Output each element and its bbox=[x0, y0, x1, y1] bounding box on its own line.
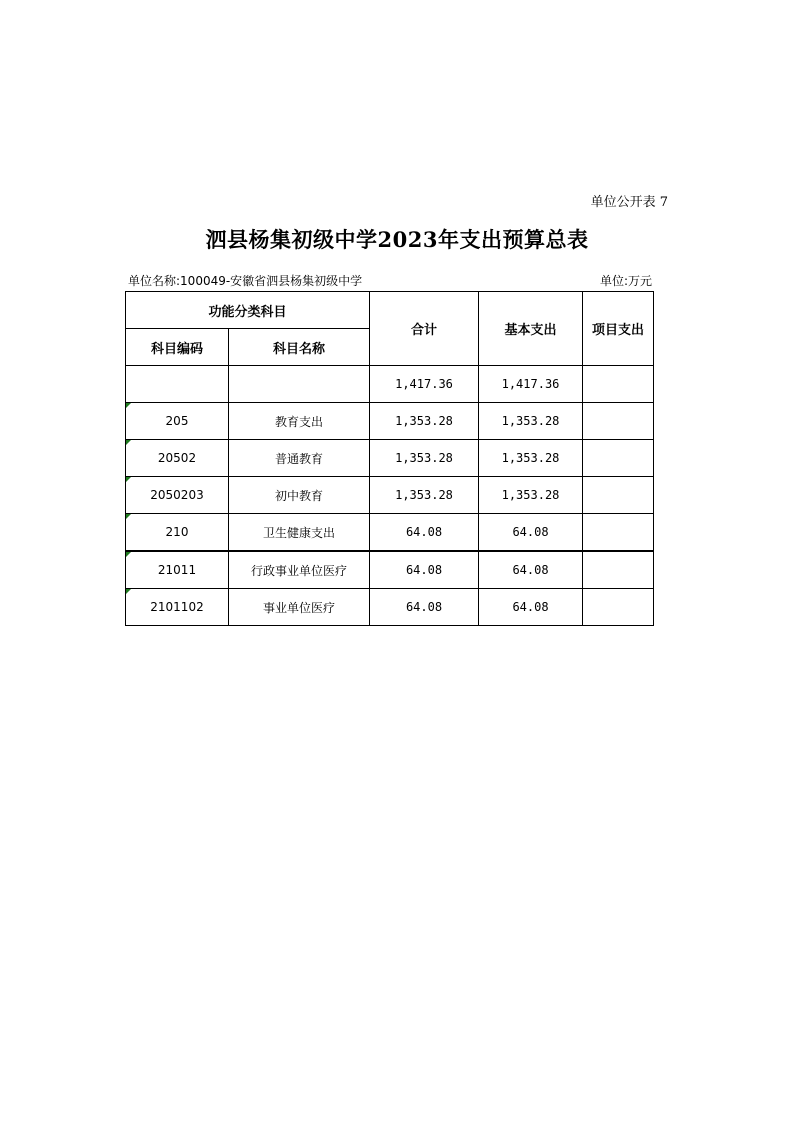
table-row bbox=[126, 514, 654, 552]
cell-basic: 64.08 bbox=[479, 589, 583, 626]
cell-name: 事业单位医疗 bbox=[229, 589, 370, 626]
header-total: 合计 bbox=[370, 292, 479, 366]
cell-name: 行政事业单位医疗 bbox=[229, 551, 370, 589]
cell-total: 64.08 bbox=[370, 514, 479, 552]
cell-code bbox=[126, 403, 229, 440]
table-row bbox=[126, 403, 654, 440]
cell-project bbox=[583, 366, 654, 403]
cell-basic: 1,353.28 bbox=[479, 403, 583, 440]
cell-code bbox=[126, 589, 229, 626]
header-code: 科目编码 bbox=[126, 329, 229, 366]
cell-code-text: 2101102 bbox=[150, 600, 204, 614]
header-name: 科目名称 bbox=[229, 329, 370, 366]
cell-name bbox=[229, 366, 370, 403]
cell-basic: 64.08 bbox=[479, 514, 583, 552]
cell-comment-marker bbox=[126, 514, 131, 519]
cell-code bbox=[126, 440, 229, 477]
cell-code bbox=[126, 366, 229, 403]
cell-project bbox=[583, 589, 654, 626]
cell-name: 教育支出 bbox=[229, 403, 370, 440]
table-row bbox=[126, 589, 654, 626]
cell-project bbox=[583, 440, 654, 477]
cell-project bbox=[583, 551, 654, 589]
cell-code-text: 205 bbox=[165, 414, 189, 428]
cell-project bbox=[583, 477, 654, 514]
cell-name: 普通教育 bbox=[229, 440, 370, 477]
cell-total: 1,417.36 bbox=[370, 366, 479, 403]
cell-total: 1,353.28 bbox=[370, 440, 479, 477]
table-row bbox=[126, 440, 654, 477]
cell-comment-marker bbox=[126, 403, 131, 408]
cell-code bbox=[126, 551, 229, 589]
cell-name: 初中教育 bbox=[229, 477, 370, 514]
cell-comment-marker bbox=[126, 477, 131, 482]
table-row bbox=[126, 477, 654, 514]
table-row bbox=[126, 551, 654, 589]
cell-comment-marker bbox=[126, 440, 131, 445]
cell-project bbox=[583, 403, 654, 440]
budget-table bbox=[125, 291, 654, 626]
cell-code bbox=[126, 514, 229, 552]
cell-code-text: 2050203 bbox=[150, 488, 204, 502]
table-row bbox=[126, 366, 654, 403]
cell-total: 1,353.28 bbox=[370, 403, 479, 440]
cell-basic: 1,353.28 bbox=[479, 440, 583, 477]
cell-code bbox=[126, 477, 229, 514]
cell-project bbox=[583, 514, 654, 552]
cell-comment-marker bbox=[126, 589, 131, 594]
cell-comment-marker bbox=[126, 552, 131, 557]
header-category: 功能分类科目 bbox=[126, 292, 370, 329]
cell-basic: 64.08 bbox=[479, 551, 583, 589]
cell-code-text: 210 bbox=[165, 525, 189, 539]
cell-code-text: 21011 bbox=[157, 563, 197, 577]
header-project: 项目支出 bbox=[583, 292, 654, 366]
cell-code-text: 20502 bbox=[157, 451, 197, 465]
unit-name: 单位名称:100049-安徽省泗县杨集初级中学 bbox=[128, 274, 363, 288]
cell-basic: 1,417.36 bbox=[479, 366, 583, 403]
header-basic: 基本支出 bbox=[479, 292, 583, 366]
table-meta bbox=[128, 272, 652, 290]
unit-currency: 单位:万元 bbox=[599, 274, 652, 288]
cell-total: 1,353.28 bbox=[370, 477, 479, 514]
form-number: 单位公开表 7 bbox=[590, 195, 668, 210]
cell-total: 64.08 bbox=[370, 551, 479, 589]
cell-total: 64.08 bbox=[370, 589, 479, 626]
page-title: 泗县杨集初级中学2023年支出预算总表 bbox=[205, 227, 589, 252]
cell-name: 卫生健康支出 bbox=[229, 514, 370, 552]
cell-basic: 1,353.28 bbox=[479, 477, 583, 514]
